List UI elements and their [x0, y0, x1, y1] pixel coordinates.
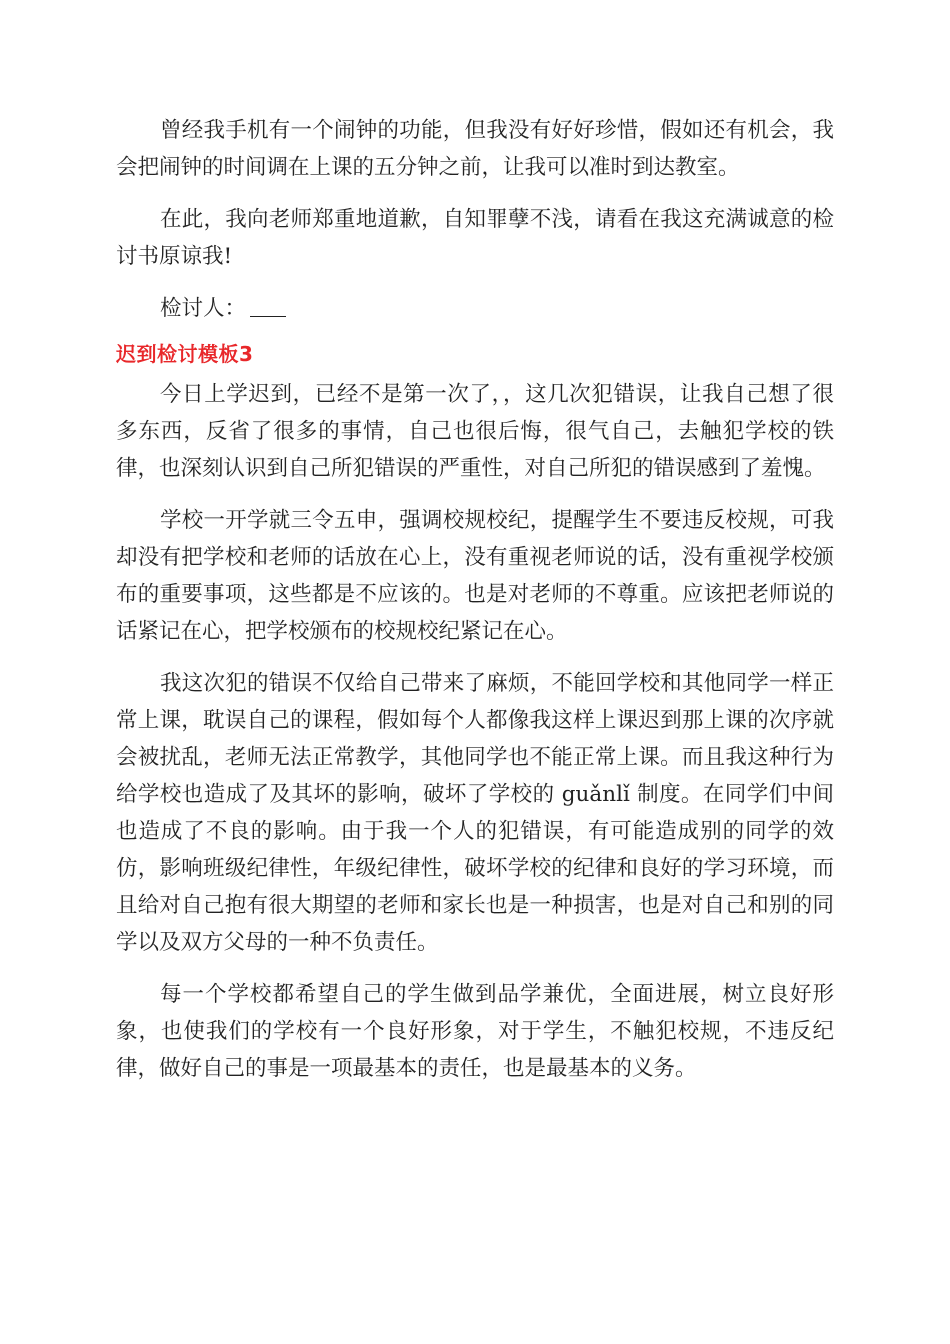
- section-paragraph-2: 学校一开学就三令五申，强调校规校纪，提醒学生不要违反校规，可我却没有把学校和老师的话放在心上，没有重视老师说的话，没有重视学校颁布的重要事项，这些都是不应该的。也是对老师的不尊重。应该把老师说的话紧记在心，把学校颁布的校规校纪紧记在心。: [116, 508, 834, 644]
- signature-blank: [250, 296, 286, 317]
- signature-line: [116, 290, 834, 327]
- signature-label: 检讨人：: [160, 296, 247, 321]
- section-heading: 迟到检讨模板3: [116, 342, 254, 366]
- paragraph-alarm-clock: 曾经我手机有一个闹钟的功能，但我没有好好珍惜，假如还有机会，我会把闹钟的时间调在上课的五分钟之前，让我可以准时到达教室。: [116, 118, 834, 180]
- paragraph-apology: 在此，我向老师郑重地道歉，自知罪孽不浅，请看在我这充满诚意的检讨书原谅我!: [116, 207, 834, 269]
- section-paragraph-4: 每一个学校都希望自己的学生做到品学兼优，全面进展，树立良好形象，也使我们的学校有一个良好形象，对于学生，不触犯校规，不违反纪律，做好自己的事是一项最基本的责任，也是最基本的义务。: [116, 982, 834, 1081]
- section-paragraph-1: 今日上学迟到，已经不是第一次了，，这几次犯错误，让我自己想了很多东西，反省了很多的事情，自己也很后悔，很气自己，去触犯学校的铁律，也深刻认识到自己所犯错误的严重性，对自己所犯的错误感到了羞愧。: [116, 382, 834, 481]
- document-body: [116, 112, 834, 1102]
- section-paragraph-3: 我这次犯的错误不仅给自己带来了麻烦，不能回学校和其他同学一样正常上课，耽误自己的课程，假如每个人都像我这样上课迟到那上课的次序就会被扰乱，老师无法正常教学，其他同学也不能正常上课。而且我这种行为给学校也造成了及其坏的影响，破坏了学校的 guǎnlǐ 制度。在同学们中间也造成了不良的影响。由于我一个人的犯错误，有可能造成别的同学的效仿，影响班级纪律性，年级纪律性，破坏学校的纪律和良好的学习环境，而且给对自己抱有很大期望的老师和家长也是一种损害，也是对自己和别的同学以及双方父母的一种不负责任。: [116, 671, 834, 955]
